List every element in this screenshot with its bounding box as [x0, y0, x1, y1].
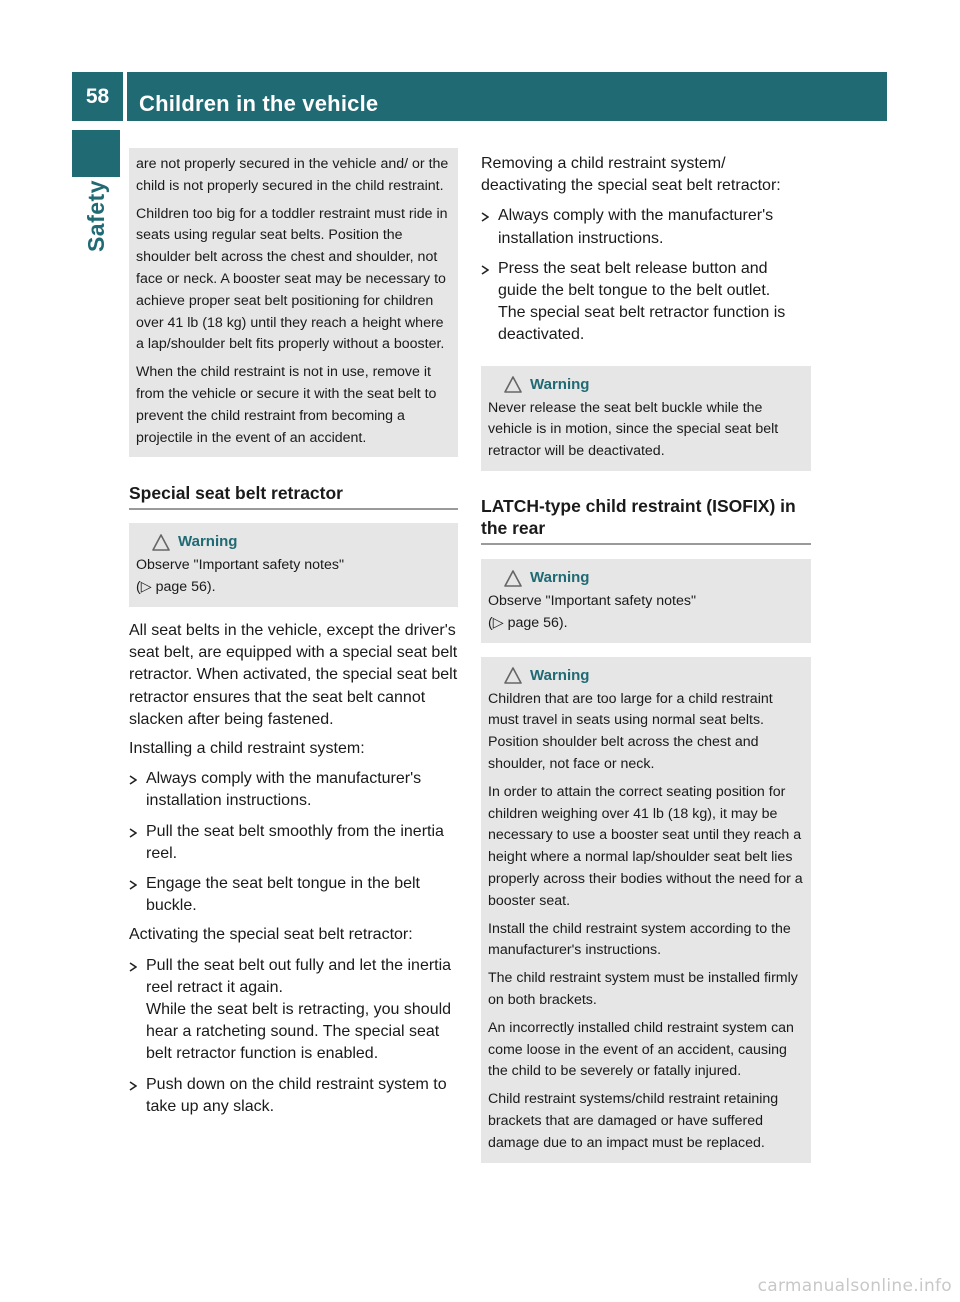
left-column: [129, 148, 458, 1118]
step-item: [129, 768, 458, 812]
step-item: [129, 873, 458, 917]
warning-text: Observe "Important safety notes": [488, 593, 697, 610]
step-text: Pull the seat belt smoothly from the inertia reel.: [146, 822, 444, 862]
step-arrow-icon: [129, 828, 137, 838]
warning-text: An incorrectly installed child restraint system can come loose in the event of an accident, causing the child to be severely or fatally injured.: [488, 1019, 794, 1080]
warning-text: (▷ page 56).: [488, 614, 568, 631]
step-item: [481, 258, 811, 347]
step-item: [129, 821, 458, 865]
side-tab-label: Safety: [82, 180, 109, 253]
warning-text: Child restraint systems/child restraint retaining brackets that are damaged or have suffered damage due to an impact must be replaced.: [488, 1091, 779, 1151]
step-item: [129, 1074, 458, 1118]
watermark-logo: carmanualsonline.info: [757, 1276, 952, 1296]
child-safety-note: [129, 148, 458, 457]
warning-box: [481, 559, 811, 643]
warning-text: Observe "Important safety notes": [136, 557, 345, 574]
procedure-intro: Removing a child restraint system/ deactivating the special seat belt retractor:: [481, 155, 781, 195]
warning-header: [504, 665, 805, 687]
step-arrow-icon: [129, 775, 137, 785]
section-heading: LATCH-type child restraint (ISOFIX) in the rear: [481, 495, 811, 545]
step-text: Push down on the child restraint system to take up any slack.: [146, 1075, 447, 1115]
note-paragraph: When the child restraint is not in use, remove it from the vehicle or secure it with the seat belt to prevent the child restraint from becoming a projectile in the event of an accident.: [136, 364, 437, 446]
step-item: [481, 205, 811, 249]
step-text: Press the seat belt release button and guide the belt tongue to the belt outlet.: [498, 259, 771, 300]
warning-text: The child restraint system must be installed firmly on both brackets.: [488, 970, 798, 1008]
warning-triangle-icon: [504, 667, 522, 684]
warning-triangle-icon: [504, 570, 522, 587]
step-text: Always comply with the manufacturer's installation instructions.: [146, 770, 422, 810]
warning-header: [504, 374, 805, 396]
warning-box: [129, 523, 458, 607]
step-text: Always comply with the manufacturer's installation instructions.: [498, 207, 774, 247]
step-arrow-icon: [481, 265, 489, 275]
warning-text: Never release the seat belt buckle while the vehicle is in motion, since the special seat belt retractor will be deactivated.: [488, 399, 779, 460]
step-arrow-icon: [129, 880, 137, 890]
step-text: Engage the seat belt tongue in the belt buckle.: [146, 874, 420, 915]
step-arrow-icon: [481, 212, 489, 222]
warning-box: [481, 657, 811, 1163]
warning-text: In order to attain the correct seating position for children weighing over 41 lb (18 kg), it may be necessary to use a booster seat until they reach a height where a normal lap/shoulder seat belt lies properly across their bodies without the need for a booster seat.: [488, 783, 803, 909]
warning-triangle-icon: [152, 534, 170, 551]
procedure-intro: Installing a child restraint system:: [129, 739, 365, 757]
warning-text: (▷ page 56).: [136, 579, 216, 596]
warning-header: [504, 567, 805, 589]
body-paragraph: All seat belts in the vehicle, except the driver's seat belt, are equipped with a special seat belt retractor. When activated, the special seat belt retractor ensures that the seat belt cannot slacken after being fastened.: [129, 621, 458, 728]
warning-text: Install the child restraint system according to the manufacturer's instructions.: [488, 920, 791, 959]
page-header: [72, 72, 887, 121]
step-result: The special seat belt retractor function is deactivated.: [498, 304, 786, 344]
warning-title: Warning: [178, 533, 238, 551]
warning-text: Children that are too large for a child restraint must travel in seats using normal seat belts. Position shoulder belt across the chest and shoulder, not face or neck.: [488, 690, 773, 772]
warning-title: Warning: [530, 569, 590, 587]
warning-triangle-icon: [504, 376, 522, 393]
procedure-intro: Activating the special seat belt retractor:: [129, 926, 413, 944]
right-column: [481, 148, 811, 1163]
section-heading: Special seat belt retractor: [129, 482, 458, 510]
side-tab: [72, 180, 120, 340]
step-result: While the seat belt is retracting, you should hear a ratcheting sound. The special seat belt retractor function is enabled.: [146, 1001, 452, 1063]
header-divider: [123, 72, 127, 121]
step-arrow-icon: [129, 962, 137, 972]
step-text: Pull the seat belt out fully and let the inertia reel retract it again.: [146, 956, 452, 996]
step-item: [129, 955, 458, 1066]
note-paragraph: Children too big for a toddler restraint must ride in seats using regular seat belts. Position the shoulder belt across the chest and shoulder, not face or neck. A booster seat may be necessary to achieve proper seat belt positioning for children over 41 lb (18 kg) until they reach a height where a lap/shoulder belt fits properly without a booster.: [136, 205, 448, 353]
note-paragraph: are not properly secured in the vehicle and/ or the child is not properly secured in the child restraint.: [136, 156, 449, 194]
step-arrow-icon: [129, 1081, 137, 1091]
section-title: Children in the vehicle: [139, 91, 379, 116]
warning-title: Warning: [530, 375, 590, 393]
warning-title: Warning: [530, 666, 590, 684]
page-number: 58: [85, 84, 110, 108]
warning-header: [152, 531, 452, 553]
warning-box: [481, 366, 811, 471]
side-tab-marker: [72, 130, 120, 177]
